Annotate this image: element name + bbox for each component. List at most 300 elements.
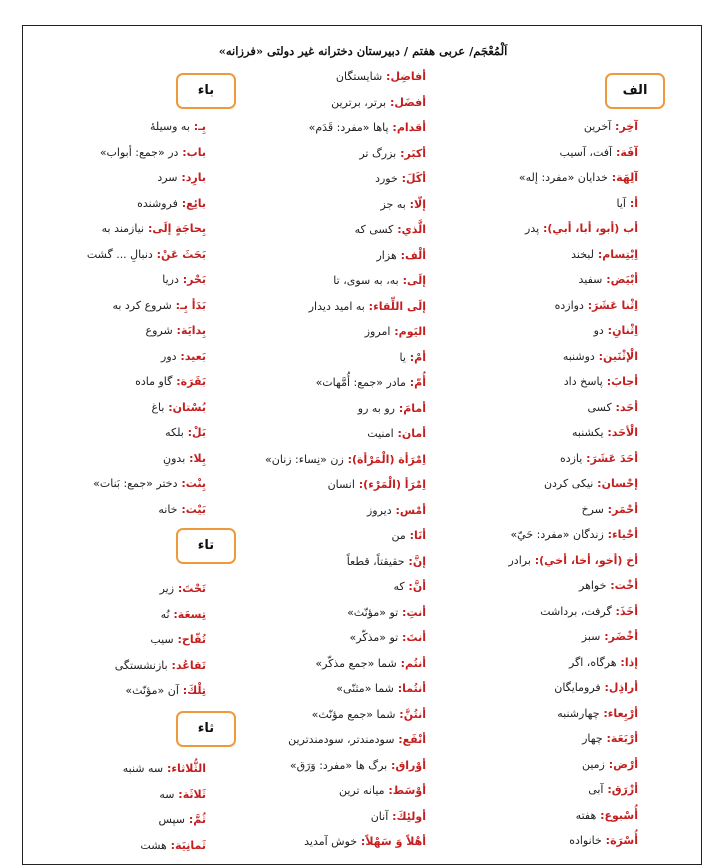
dictionary-entry bbox=[216, 778, 426, 804]
entry-headword: أوْسَط bbox=[392, 784, 426, 797]
entry-definition: برگ ها «مفرد: وَرَق» bbox=[289, 758, 388, 772]
dictionary-entry bbox=[16, 165, 206, 191]
entry-headword: باب bbox=[186, 145, 206, 159]
entry-definition: برادر bbox=[508, 553, 531, 567]
entry-headword: إذا bbox=[624, 655, 638, 669]
dictionary-entry bbox=[448, 216, 638, 242]
section-heading-alef: الف bbox=[605, 73, 665, 109]
dictionary-entry bbox=[16, 395, 206, 421]
entry-headword: أُمّ bbox=[414, 376, 426, 389]
entry-headword: أنتُم bbox=[404, 656, 426, 670]
dictionary-entry bbox=[16, 602, 206, 628]
dictionary-entry bbox=[16, 807, 206, 833]
dictionary-entry bbox=[448, 344, 638, 370]
entry-colon: : bbox=[172, 375, 181, 388]
entry-definition: به وسیلهٔ bbox=[150, 120, 190, 133]
entry-colon: : bbox=[177, 171, 186, 184]
entry-colon: : bbox=[393, 427, 402, 440]
entry-colon: : bbox=[599, 706, 608, 720]
entry-colon: : bbox=[388, 809, 397, 823]
entry-definition: خانه bbox=[158, 502, 178, 516]
entry-definition: کسی bbox=[587, 400, 612, 414]
entry-headword: أ bbox=[634, 196, 638, 210]
entry-definition: حقیقتاً، قطعاً bbox=[346, 554, 405, 568]
dictionary-entry bbox=[16, 114, 206, 140]
entry-colon: : bbox=[603, 528, 613, 541]
dictionary-entry bbox=[16, 446, 206, 472]
entry-definition: یکشنبه bbox=[572, 426, 604, 439]
dictionary-entry bbox=[216, 115, 426, 141]
entry-definition: آن «مؤنّث» bbox=[125, 684, 179, 697]
entry-colon: : bbox=[391, 503, 400, 517]
entry-colon: : bbox=[611, 400, 620, 414]
entry-definition: فروشنده bbox=[137, 196, 178, 210]
entry-definition: بزرگ تر bbox=[359, 146, 397, 160]
entry-headword: أنْفَع bbox=[402, 733, 426, 746]
entry-headword: ثَمانِيَة bbox=[175, 838, 206, 852]
entry-headword: أنتِ bbox=[406, 605, 426, 619]
entry-definition: سپس bbox=[158, 813, 185, 826]
dictionary-entry bbox=[216, 804, 426, 830]
entry-colon: : bbox=[405, 197, 415, 211]
entry-colon: : bbox=[602, 375, 612, 388]
dictionary-entry bbox=[216, 727, 426, 753]
dictionary-entry bbox=[216, 243, 426, 269]
entry-definition: آبی bbox=[588, 783, 604, 796]
entry-definition: زیر bbox=[159, 582, 175, 595]
dictionary-entry bbox=[448, 726, 638, 752]
entry-colon: : bbox=[382, 70, 391, 83]
entry-colon: : bbox=[625, 196, 635, 210]
dictionary-entry bbox=[216, 549, 426, 575]
entry-colon: : bbox=[178, 684, 188, 697]
entry-definition: تو «مذکّر» bbox=[349, 631, 399, 644]
dictionary-entry bbox=[448, 242, 638, 268]
dictionary-entry bbox=[448, 114, 638, 140]
entry-definition: دریا bbox=[162, 273, 179, 286]
dictionary-entry bbox=[448, 548, 638, 574]
entry-headword: بارِد bbox=[185, 171, 206, 184]
entry-colon: : bbox=[185, 451, 194, 465]
entry-definition: زمین bbox=[581, 757, 605, 771]
entry-colon: : bbox=[603, 502, 613, 516]
entry-headword: أوْراق bbox=[395, 758, 426, 772]
dictionary-entry bbox=[16, 678, 206, 704]
entry-definition: مادر «جمع: أُمَّهات» bbox=[315, 376, 406, 389]
column-alef bbox=[448, 114, 638, 854]
entry-headword: أرْبَعَة bbox=[610, 732, 638, 745]
entry-headword: بُسْتان bbox=[172, 400, 206, 414]
entry-definition: شما «جمع مؤنّث» bbox=[311, 707, 396, 721]
entry-definition: سبز bbox=[581, 630, 601, 643]
entry-definition: سرخ bbox=[581, 502, 604, 516]
entry-definition: بلکه bbox=[165, 426, 184, 439]
entry-colon: : bbox=[600, 681, 609, 694]
entry-colon: : bbox=[354, 478, 364, 491]
entry-colon: : bbox=[405, 376, 415, 389]
dictionary-entry bbox=[448, 165, 638, 191]
entry-headword: أبْيَض bbox=[610, 273, 638, 286]
entry-headword: أهْلاً وَ سَهْلاً bbox=[365, 835, 426, 848]
entry-colon: : bbox=[539, 222, 548, 235]
entry-colon: : bbox=[387, 758, 396, 772]
entry-definition: تو «مؤنّث» bbox=[347, 605, 399, 619]
entry-colon: : bbox=[178, 273, 188, 286]
entry-definition: آفت، آسیب bbox=[559, 145, 613, 159]
entry-definition: بازنشستگی bbox=[114, 658, 168, 672]
entry-colon: : bbox=[178, 145, 187, 159]
entry-colon: : bbox=[169, 607, 178, 621]
dictionary-entry bbox=[216, 702, 426, 728]
dictionary-entry bbox=[216, 600, 426, 626]
column-ba bbox=[16, 114, 206, 522]
dictionary-entry bbox=[216, 421, 426, 447]
entry-headword: إلَى اللِّقاء bbox=[373, 299, 426, 313]
dictionary-entry bbox=[216, 90, 426, 116]
entry-colon: : bbox=[606, 579, 615, 592]
entry-definition: بدونِ bbox=[163, 451, 186, 465]
dictionary-entry bbox=[216, 64, 426, 90]
entry-definition: یا bbox=[399, 350, 406, 364]
entry-colon: : bbox=[404, 580, 413, 593]
entry-definition: هزار bbox=[376, 248, 397, 262]
entry-headword: أُسْرَة bbox=[610, 834, 638, 847]
dictionary-entry bbox=[216, 217, 426, 243]
entry-headword: أُسْبوع bbox=[604, 808, 638, 822]
entry-headword: بَقَرَة bbox=[180, 375, 206, 388]
entry-headword: أنَا bbox=[413, 529, 426, 542]
entry-definition: من bbox=[391, 529, 406, 542]
entry-headword: الثُّلاثاء bbox=[171, 762, 206, 775]
entry-headword: بِدايَة bbox=[180, 324, 206, 337]
dictionary-entry bbox=[216, 192, 426, 218]
dictionary-entry bbox=[216, 319, 426, 345]
entry-colon: : bbox=[607, 171, 617, 184]
entry-headword: اِمْرَأ (الْمَرْء) bbox=[363, 478, 426, 491]
entry-colon: : bbox=[394, 401, 404, 415]
entry-headword: اِمْرَأة (الْمَرْأة) bbox=[352, 452, 426, 466]
dictionary-entry bbox=[216, 574, 426, 600]
entry-definition: سه bbox=[159, 787, 175, 801]
column-tha bbox=[16, 756, 206, 858]
entry-colon: : bbox=[384, 784, 393, 797]
entry-definition: نُه bbox=[160, 607, 170, 621]
entry-colon: : bbox=[601, 834, 611, 847]
entry-colon: : bbox=[177, 196, 187, 210]
entry-definition: چهار bbox=[582, 732, 603, 745]
entry-headword: أجابَ bbox=[611, 375, 638, 388]
dictionary-entry bbox=[448, 675, 638, 701]
entry-definition: سفید bbox=[578, 273, 603, 286]
entry-colon: : bbox=[343, 452, 353, 466]
dictionary-entry bbox=[16, 497, 206, 523]
entry-headword: بَعيد bbox=[184, 349, 206, 363]
dictionary-entry bbox=[16, 576, 206, 602]
entry-headword: أحْمَر bbox=[612, 502, 638, 516]
entry-headword: أب (أبو، أبا، أبي) bbox=[547, 222, 638, 235]
entry-definition: کسی که bbox=[354, 223, 394, 236]
entry-colon: : bbox=[596, 808, 605, 822]
entry-headword: أمان bbox=[401, 427, 426, 440]
entry-colon: : bbox=[395, 707, 404, 721]
dictionary-entry bbox=[216, 472, 426, 498]
dictionary-entry bbox=[16, 369, 206, 395]
entry-headword: أكبَر bbox=[404, 146, 426, 160]
entry-headword: أفضَل bbox=[394, 95, 426, 109]
entry-headword: اِثْنا عَشَرَ bbox=[592, 298, 638, 312]
entry-colon: : bbox=[177, 502, 186, 516]
dictionary-entry bbox=[216, 651, 426, 677]
entry-colon: : bbox=[144, 222, 153, 235]
dictionary-entry bbox=[16, 318, 206, 344]
entry-colon: : bbox=[398, 631, 407, 644]
entry-definition: شما «مثنّی» bbox=[336, 682, 394, 695]
entry-headword: الْأحَد bbox=[611, 426, 638, 439]
entry-colon: : bbox=[394, 733, 403, 746]
entry-headword: أزْرَق bbox=[611, 783, 638, 796]
entry-headword: بِلا bbox=[193, 451, 206, 465]
entry-definition: خوش آمدید bbox=[304, 835, 358, 848]
entry-colon: : bbox=[583, 298, 593, 312]
dictionary-entry bbox=[448, 318, 638, 344]
entry-definition: دوشنبه bbox=[562, 349, 595, 363]
dictionary-entry bbox=[216, 523, 426, 549]
entry-colon: : bbox=[603, 783, 612, 796]
dictionary-entry bbox=[216, 498, 426, 524]
dictionary-entry bbox=[216, 370, 426, 396]
entry-headword: اِبْتِسام bbox=[602, 247, 638, 261]
entry-definition: گاو ماده bbox=[135, 375, 173, 388]
entry-headword: بَحَثَ عَنْ bbox=[161, 247, 206, 261]
entry-headword: أنتَ bbox=[406, 631, 426, 644]
dictionary-entry bbox=[448, 471, 638, 497]
entry-colon: : bbox=[616, 655, 625, 669]
entry-colon: : bbox=[174, 582, 183, 595]
entry-headword: بِـ bbox=[198, 120, 206, 133]
entry-colon: : bbox=[530, 553, 540, 567]
entry-colon: : bbox=[405, 350, 415, 364]
entry-headword: آلِهَة bbox=[616, 171, 638, 184]
dictionary-entry bbox=[16, 191, 206, 217]
entry-definition: یازده bbox=[559, 451, 583, 465]
entry-headword: تِسعَة bbox=[177, 607, 206, 621]
entry-definition: سرد bbox=[157, 171, 178, 184]
entry-headword: أكَلَ bbox=[406, 172, 426, 185]
dictionary-entry bbox=[448, 191, 638, 217]
entry-headword: بِنْت bbox=[185, 477, 206, 490]
entry-definition: انسان bbox=[327, 478, 355, 491]
entry-colon: : bbox=[593, 477, 602, 490]
dictionary-entry bbox=[216, 345, 426, 371]
entry-definition: دنبالِ ... گشت bbox=[86, 247, 153, 261]
entry-definition: گرفت، برداشت bbox=[540, 604, 612, 618]
entry-colon: : bbox=[164, 400, 173, 414]
page-title: اَلْمُعْجَم/ عربی هفتم / دبیرستان دخترانه غیر دولتی «فرزانه» bbox=[218, 44, 508, 58]
entry-definition: به، به سوی، تا bbox=[333, 274, 399, 287]
dictionary-entry bbox=[448, 573, 638, 599]
dictionary-entry bbox=[216, 676, 426, 702]
entry-headword: إحْسان bbox=[601, 477, 638, 490]
entry-definition: خواهر bbox=[579, 579, 607, 592]
entry-headword: بَحْر bbox=[187, 273, 206, 286]
dictionary-entry bbox=[216, 166, 426, 192]
dictionary-entry bbox=[16, 627, 206, 653]
dictionary-entry bbox=[448, 267, 638, 293]
entry-definition: سه شنبه bbox=[122, 762, 164, 775]
dictionary-entry bbox=[216, 396, 426, 422]
entry-headword: آخِر bbox=[619, 120, 638, 133]
dictionary-entry bbox=[448, 446, 638, 472]
dictionary-entry bbox=[448, 803, 638, 829]
dictionary-entry bbox=[16, 756, 206, 782]
entry-definition: میانه ترین bbox=[338, 784, 385, 797]
entry-definition: شما «جمع مذکّر» bbox=[315, 656, 397, 670]
entry-definition: آنان bbox=[370, 809, 389, 823]
entry-definition: باغ bbox=[151, 400, 165, 414]
column-ta bbox=[16, 576, 206, 704]
entry-definition: سیب bbox=[150, 633, 174, 646]
entry-definition: در «جمع: أبواب» bbox=[99, 145, 179, 159]
entry-headword: تَقاعُد bbox=[175, 658, 206, 672]
entry-headword: أخَذَ bbox=[619, 604, 638, 618]
entry-colon: : bbox=[396, 146, 405, 160]
entry-headword: أخْضَر bbox=[608, 630, 638, 643]
entry-colon: : bbox=[390, 325, 399, 338]
entry-colon: : bbox=[166, 838, 176, 852]
entry-definition: چهارشنبه bbox=[557, 706, 600, 720]
entry-definition: آخرین bbox=[583, 120, 612, 133]
dictionary-entry bbox=[216, 141, 426, 167]
entry-headword: تَحْتَ bbox=[182, 582, 206, 595]
entry-headword: أمْس bbox=[399, 503, 426, 517]
entry-colon: : bbox=[396, 248, 405, 262]
entry-colon: : bbox=[173, 633, 182, 646]
entry-headword: أفاضِل bbox=[390, 70, 426, 83]
entry-definition: به امید دیدار bbox=[308, 299, 365, 313]
dictionary-entry bbox=[16, 471, 206, 497]
entry-headword: اِثْنانِ bbox=[612, 324, 638, 337]
dictionary-entry bbox=[448, 420, 638, 446]
entry-headword: الَّذي bbox=[401, 223, 426, 236]
entry-definition: هشت bbox=[140, 838, 167, 852]
entry-definition: پاها «مفرد: قَدَم» bbox=[308, 121, 389, 134]
dictionary-entry bbox=[448, 650, 638, 676]
entry-colon: : bbox=[593, 247, 603, 261]
section-heading-tha: ثاء bbox=[176, 711, 236, 747]
entry-headword: بائِع bbox=[186, 196, 206, 210]
entry-colon: : bbox=[397, 172, 406, 185]
entry-colon: : bbox=[398, 274, 407, 287]
entry-definition: سودمندتر، سودمندترین bbox=[288, 733, 395, 746]
entry-headword: إلّا bbox=[414, 197, 426, 211]
dictionary-entry bbox=[16, 782, 206, 808]
entry-colon: : bbox=[152, 247, 162, 261]
entry-headword: اليَوم bbox=[398, 325, 426, 338]
entry-headword: ثَلاثَة bbox=[182, 787, 206, 801]
entry-colon: : bbox=[602, 732, 611, 745]
entry-definition: خدایان «مفرد: إله» bbox=[518, 171, 608, 184]
entry-definition: فرومایگان bbox=[554, 681, 601, 694]
dictionary-entry bbox=[448, 293, 638, 319]
entry-headword: أنتُما bbox=[402, 682, 426, 695]
dictionary-entry bbox=[16, 293, 206, 319]
entry-definition: هرگاه، اگر bbox=[568, 655, 617, 669]
entry-colon: : bbox=[174, 787, 183, 801]
dictionary-entry bbox=[448, 828, 638, 854]
entry-definition: امنیت bbox=[367, 427, 394, 440]
entry-definition: برتر، برترین bbox=[331, 95, 387, 109]
entry-definition: شایستگان bbox=[335, 70, 383, 83]
dictionary-entry bbox=[448, 599, 638, 625]
entry-colon: : bbox=[398, 605, 407, 619]
entry-headword: بَيْت bbox=[185, 502, 206, 516]
dictionary-entry bbox=[448, 701, 638, 727]
entry-colon: : bbox=[604, 757, 614, 771]
entry-headword: أرْض bbox=[613, 757, 638, 771]
entry-headword: الْإثْنَين bbox=[603, 349, 638, 363]
entry-colon: : bbox=[603, 426, 612, 439]
dictionary-entry bbox=[448, 395, 638, 421]
entry-colon: : bbox=[602, 273, 611, 286]
entry-colon: : bbox=[176, 349, 185, 363]
dictionary-entry bbox=[448, 777, 638, 803]
entry-definition: رو به رو bbox=[357, 401, 395, 415]
dictionary-entry bbox=[216, 625, 426, 651]
entry-headword: تُفّاح bbox=[181, 633, 206, 646]
entry-colon: : bbox=[582, 451, 591, 465]
dictionary-entry bbox=[16, 344, 206, 370]
entry-headword: ألْف bbox=[404, 248, 426, 262]
entry-colon: : bbox=[393, 682, 403, 695]
entry-headword: أخْت bbox=[614, 579, 638, 592]
entry-colon: : bbox=[612, 145, 621, 159]
entry-headword: أخ (أخو، أخا، أخي) bbox=[539, 553, 638, 567]
entry-definition: امروز bbox=[364, 325, 391, 338]
entry-headword: أمامَ bbox=[403, 401, 426, 415]
entry-definition: دور bbox=[161, 349, 177, 363]
dictionary-entry bbox=[216, 447, 426, 473]
dictionary-entry bbox=[448, 624, 638, 650]
dictionary-entry bbox=[216, 829, 426, 855]
entry-headword: تِلْكَ bbox=[187, 684, 206, 697]
entry-definition: پاسخ داد bbox=[563, 375, 603, 388]
entry-headword: إلَى bbox=[406, 274, 426, 287]
entry-headword: ثُمَّ bbox=[193, 813, 206, 826]
entry-colon: : bbox=[393, 223, 402, 236]
entry-definition: آیا bbox=[616, 196, 626, 210]
entry-headword: أحَدَ عَشَرَ bbox=[590, 451, 638, 465]
entry-definition: زندگان «مفرد: حَيّ» bbox=[510, 528, 604, 541]
dictionary-entry bbox=[16, 140, 206, 166]
dictionary-entry bbox=[448, 497, 638, 523]
dictionary-entry bbox=[16, 242, 206, 268]
dictionary-entry bbox=[448, 369, 638, 395]
entry-headword: أمْ bbox=[414, 350, 426, 364]
entry-colon: : bbox=[600, 630, 609, 643]
entry-colon: : bbox=[405, 529, 414, 542]
entry-definition: دو bbox=[593, 324, 604, 337]
entry-colon: : bbox=[386, 95, 395, 109]
entry-headword: إنَّ bbox=[412, 554, 426, 568]
entry-headword: أحْياء bbox=[612, 528, 638, 541]
entry-headword: أقدام bbox=[396, 121, 426, 134]
entry-colon: : bbox=[404, 554, 413, 568]
dictionary-entry bbox=[216, 294, 426, 320]
entry-headword: أولئِكَ bbox=[396, 809, 426, 823]
entry-definition: زن «نِساء: زنان» bbox=[265, 452, 344, 466]
entry-definition: نیازمند به bbox=[101, 222, 145, 235]
entry-definition: لبخند bbox=[571, 247, 594, 261]
